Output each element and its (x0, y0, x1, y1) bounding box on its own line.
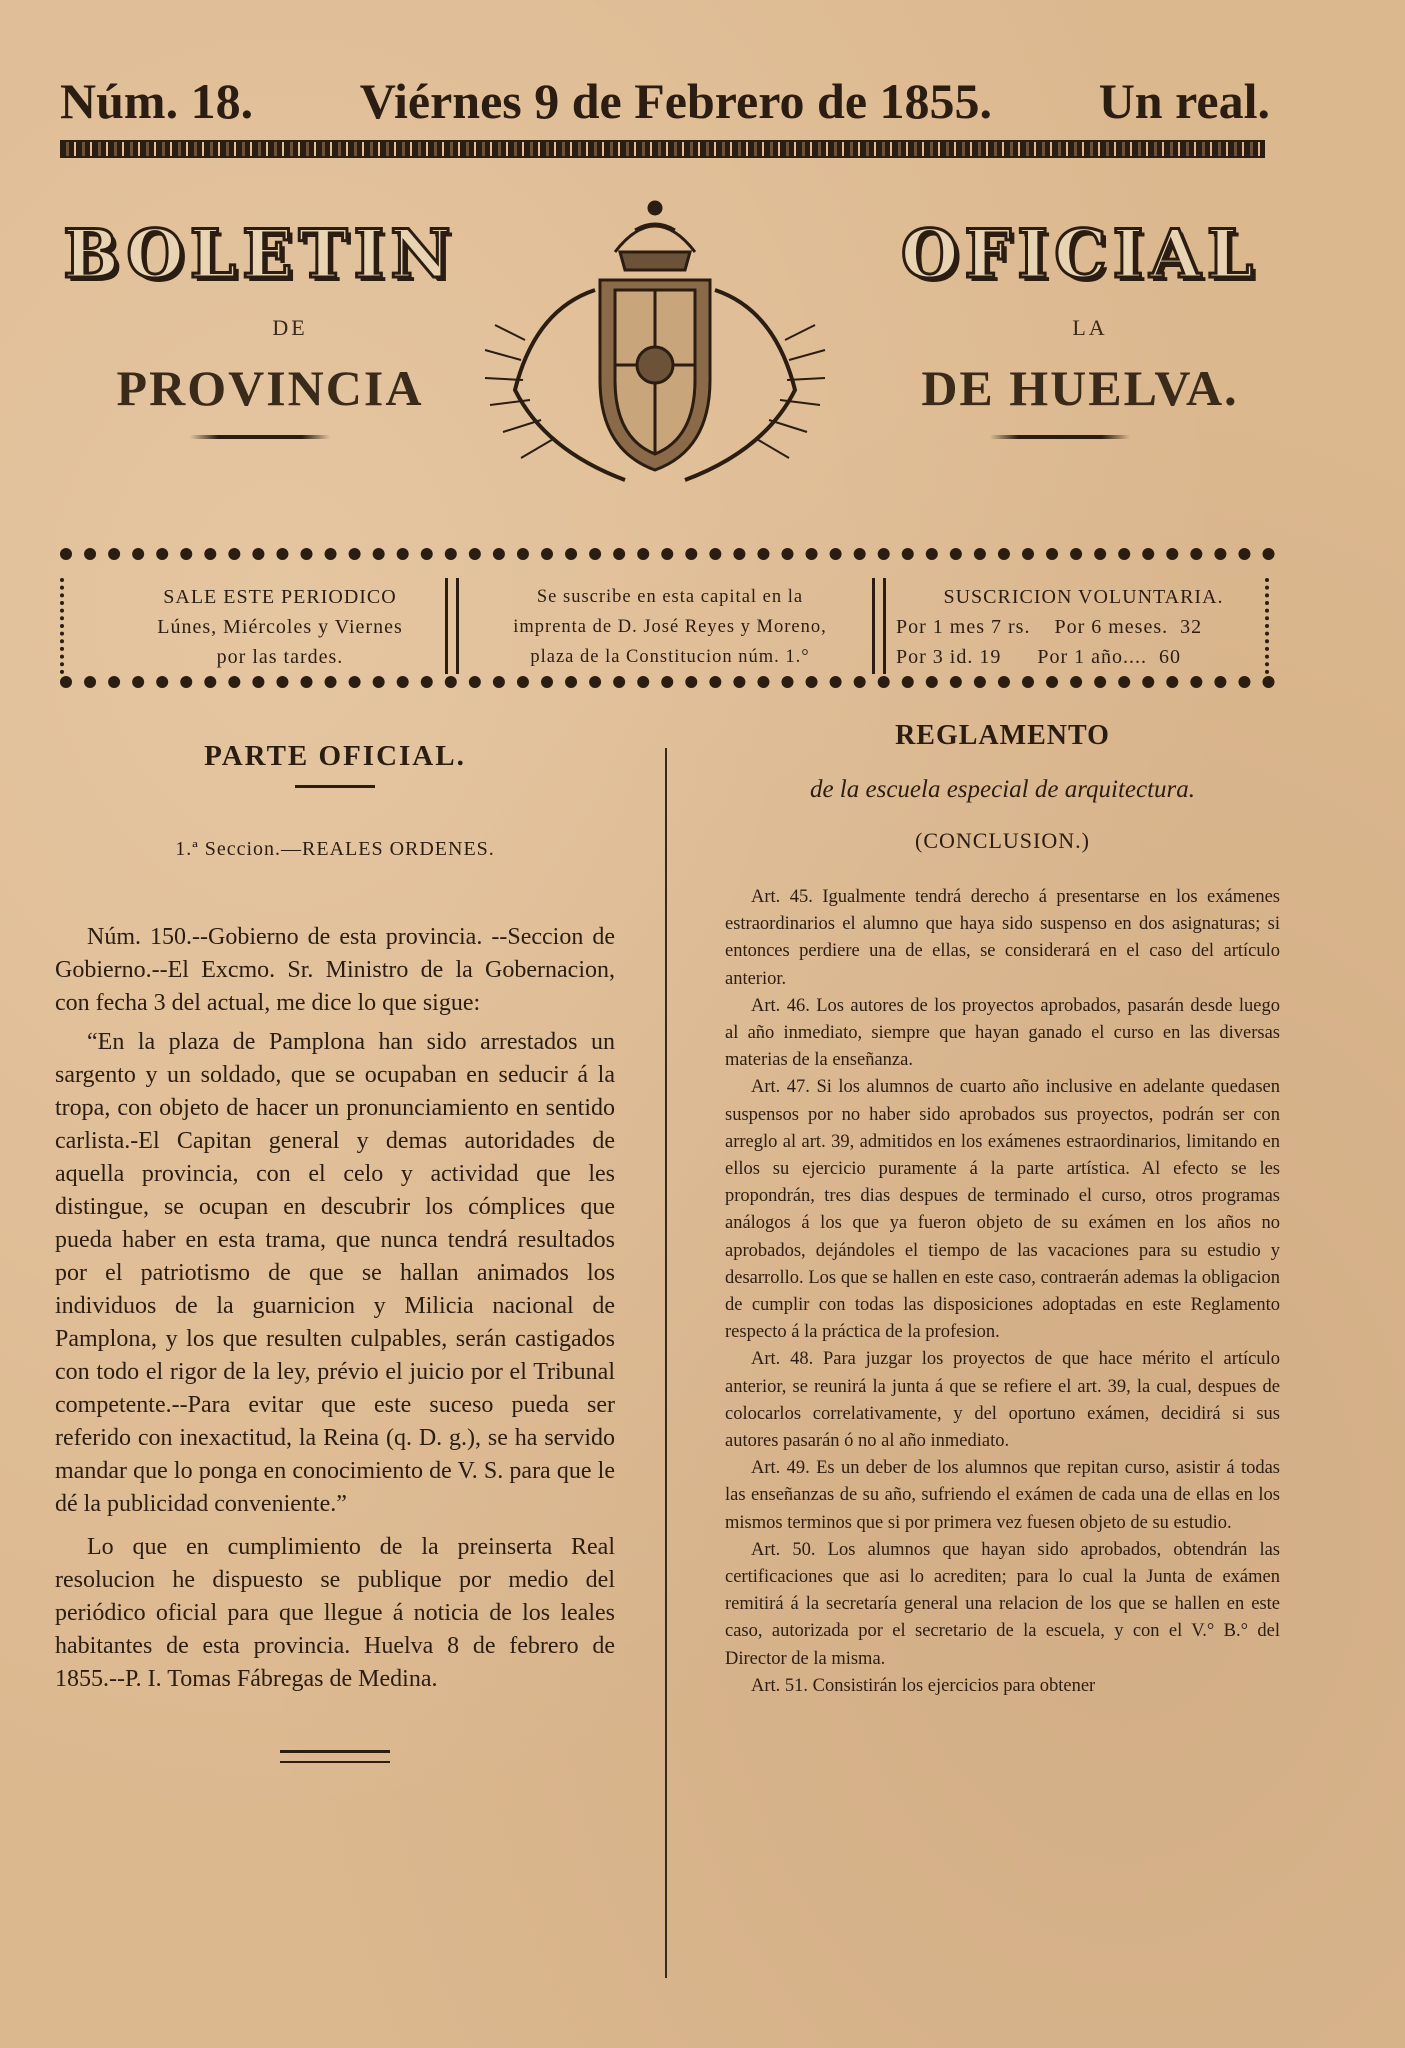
schedule-line-2: Lúnes, Miércoles y Viernes (157, 616, 403, 638)
issue-number: Núm. 18. (60, 73, 254, 129)
reglamento-heading: REGLAMENTO (895, 720, 1110, 751)
ornamental-rule (60, 140, 1265, 158)
address-line-2: imprenta de D. José Reyes y Moreno, (513, 617, 827, 637)
article-paragraph: Art. 49. Es un deber de los alumnos que repitan curso, asistir á todas las enseñanzas de su año, sufriendo el exámen de cada una de ellas en los mismos terminos que si por primera vez fuesen objeto de su estudio. (725, 1458, 1280, 1533)
article-paragraph: Art. 47. Si los alumnos de cuarto año inclusive en adelante quedasen suspensos por no haber sido aprobados sus proyectos, podrán ser con arreglo al art. 39, admitidos en los exámenes estraordinarios, limitando en ellos su ejercicio puramente á la parte artística. Al efecto se les propondrán, tres dias despues de terminado el curso, otros programas análogos á los que ya fueron objeto de su exámen en los años no aprobados, dejándoles el tiempo de las vacaciones para su estudio y desarrollo. Los que se hallen en este caso, contraerán ademas la obligacion de cumplir con todas las disposiciones adoptadas en este Reglamento respecto á la práctica de la profesion. (725, 1077, 1280, 1343)
publication-schedule (80, 582, 480, 672)
title-ornament-right (990, 435, 1130, 439)
box-edge-left (60, 578, 70, 674)
title-word-boletin: BOLETIN (63, 215, 457, 293)
issue-line (60, 72, 1270, 142)
end-ornament (280, 1750, 390, 1763)
reglamento-text (725, 884, 1280, 1700)
column-divider (665, 748, 667, 1978)
title-de-huelva: DE HUELVA. (921, 360, 1239, 416)
subscription-address (465, 582, 875, 672)
heading-ornament (295, 785, 375, 788)
reglamento-conclusion: (CONCLUSION.) (915, 828, 1090, 853)
box-separator-2 (872, 578, 886, 674)
title-de: DE (272, 315, 308, 340)
prices-title: SUSCRICION VOLUNTARIA. (943, 586, 1224, 608)
issue-date: Viérnes 9 de Febrero de 1855. (359, 73, 993, 129)
article-paragraph: Art. 51. Consistirán los ejercicios para obtener (751, 1675, 1096, 1696)
official-text (55, 921, 615, 1696)
article-paragraph: Art. 45. Igualmente tendrá derecho á presentarse en los exámenes estraordinarios el alumno que haya sido suspenso en dos asignaturas; si entonces perdiere una de ellas, se considerará en el caso del artículo anterior. (725, 887, 1280, 989)
issue-price: Un real. (1098, 73, 1270, 129)
article-paragraph: Art. 46. Los autores de los proyectos aprobados, pasarán desde luego al año inmediato, siempre que hayan ganado el curso en las diversas materias de la enseñanza. (725, 995, 1280, 1071)
subscription-prices (890, 582, 1271, 672)
section-subheading: 1.ª Seccion.—REALES ORDENES. (175, 838, 495, 860)
title-provincia: PROVINCIA (116, 360, 424, 416)
reglamento-subtitle: de la escuela especial de arquitectura. (809, 776, 1196, 803)
subscription-box (60, 548, 1275, 688)
left-column (55, 740, 615, 1763)
official-paragraph: Lo que en cumplimiento de la preinserta Real resolucion he dispuesto se publique por medio del periódico oficial para que llegue á noticia de los leales habitantes de esta provincia. Huelva 8 de febrero de 1855.--P. I. Tomas Fábregas de Medina. (55, 1534, 615, 1692)
parte-oficial-heading: PARTE OFICIAL. (204, 740, 466, 772)
box-edge-right (1265, 578, 1275, 674)
box-separator-1 (445, 578, 459, 674)
right-column (725, 720, 1280, 1700)
article-paragraph: Art. 50. Los alumnos que hayan sido aprobados, obtendrán las certificaciones que asi lo acrediten; para lo cual la Junta de exámen remitirá á la secretaría general una relacion de los que se hallen en este caso, autorizada por el secretario de la escuela, y con el V.° B.° del Director de la misma. (725, 1539, 1280, 1669)
prices-line-1: Por 1 mes 7 rs. Por 6 meses. 32 (896, 616, 1203, 638)
address-line-3: plaza de la Constitucion núm. 1.° (530, 647, 810, 667)
royal-crest-icon (455, 190, 855, 500)
title-word-oficial: OFICIAL (900, 215, 1260, 293)
official-paragraph: Núm. 150.--Gobierno de esta provincia. --Seccion de Gobierno.--El Excmo. Sr. Ministro de la Gobernacion, con fecha 3 del actual, me dice lo que sigue: (55, 924, 615, 1016)
title-la: LA (1072, 315, 1108, 340)
title-left-block (60, 215, 460, 439)
prices-line-2: Por 3 id. 19 Por 1 año.... 60 (896, 646, 1181, 668)
schedule-line-1: SALE ESTE PERIODICO (163, 586, 397, 608)
schedule-line-3: por las tardes. (216, 646, 344, 668)
article-paragraph: Art. 48. Para juzgar los proyectos de que hace mérito el artículo anterior, se reunirá la junta á que se refiere el art. 39, la cual, despues de colocarlos correlativamente, y del oportuno exámen, decidirá si sus autores pasarán ó no al año inmediato. (725, 1349, 1280, 1452)
title-right-block (880, 215, 1280, 439)
official-paragraph: “En la plaza de Pamplona han sido arrestados un sargento y un soldado, que se ocupaban en seducir á la tropa, con objeto de hacer un pronunciamiento en sentido carlista.-El Capitan general y demas autoridades de aquella provincia, con el celo y actividad que les distingue, se ocupan en descubrir los cómplices que pueda haber en esta trama, que nunca tendrá resultados por el patriotismo de que se hallan animados los individuos de la guarnicion y Milicia nacional de Pamplona, y los que resulten culpables, serán castigados con todo el rigor de la ley, prévio el juicio por el Tribunal competente.--Para evitar que este suceso pueda ser referido con inexactitud, la Reina (q. D. g.), se ha servido mandar que lo ponga en conocimiento de V. S. para que le dé la publicidad conveniente.” (55, 1029, 615, 1517)
title-ornament-left (190, 435, 330, 439)
address-line-1: Se suscribe en esta capital en la (536, 587, 804, 607)
